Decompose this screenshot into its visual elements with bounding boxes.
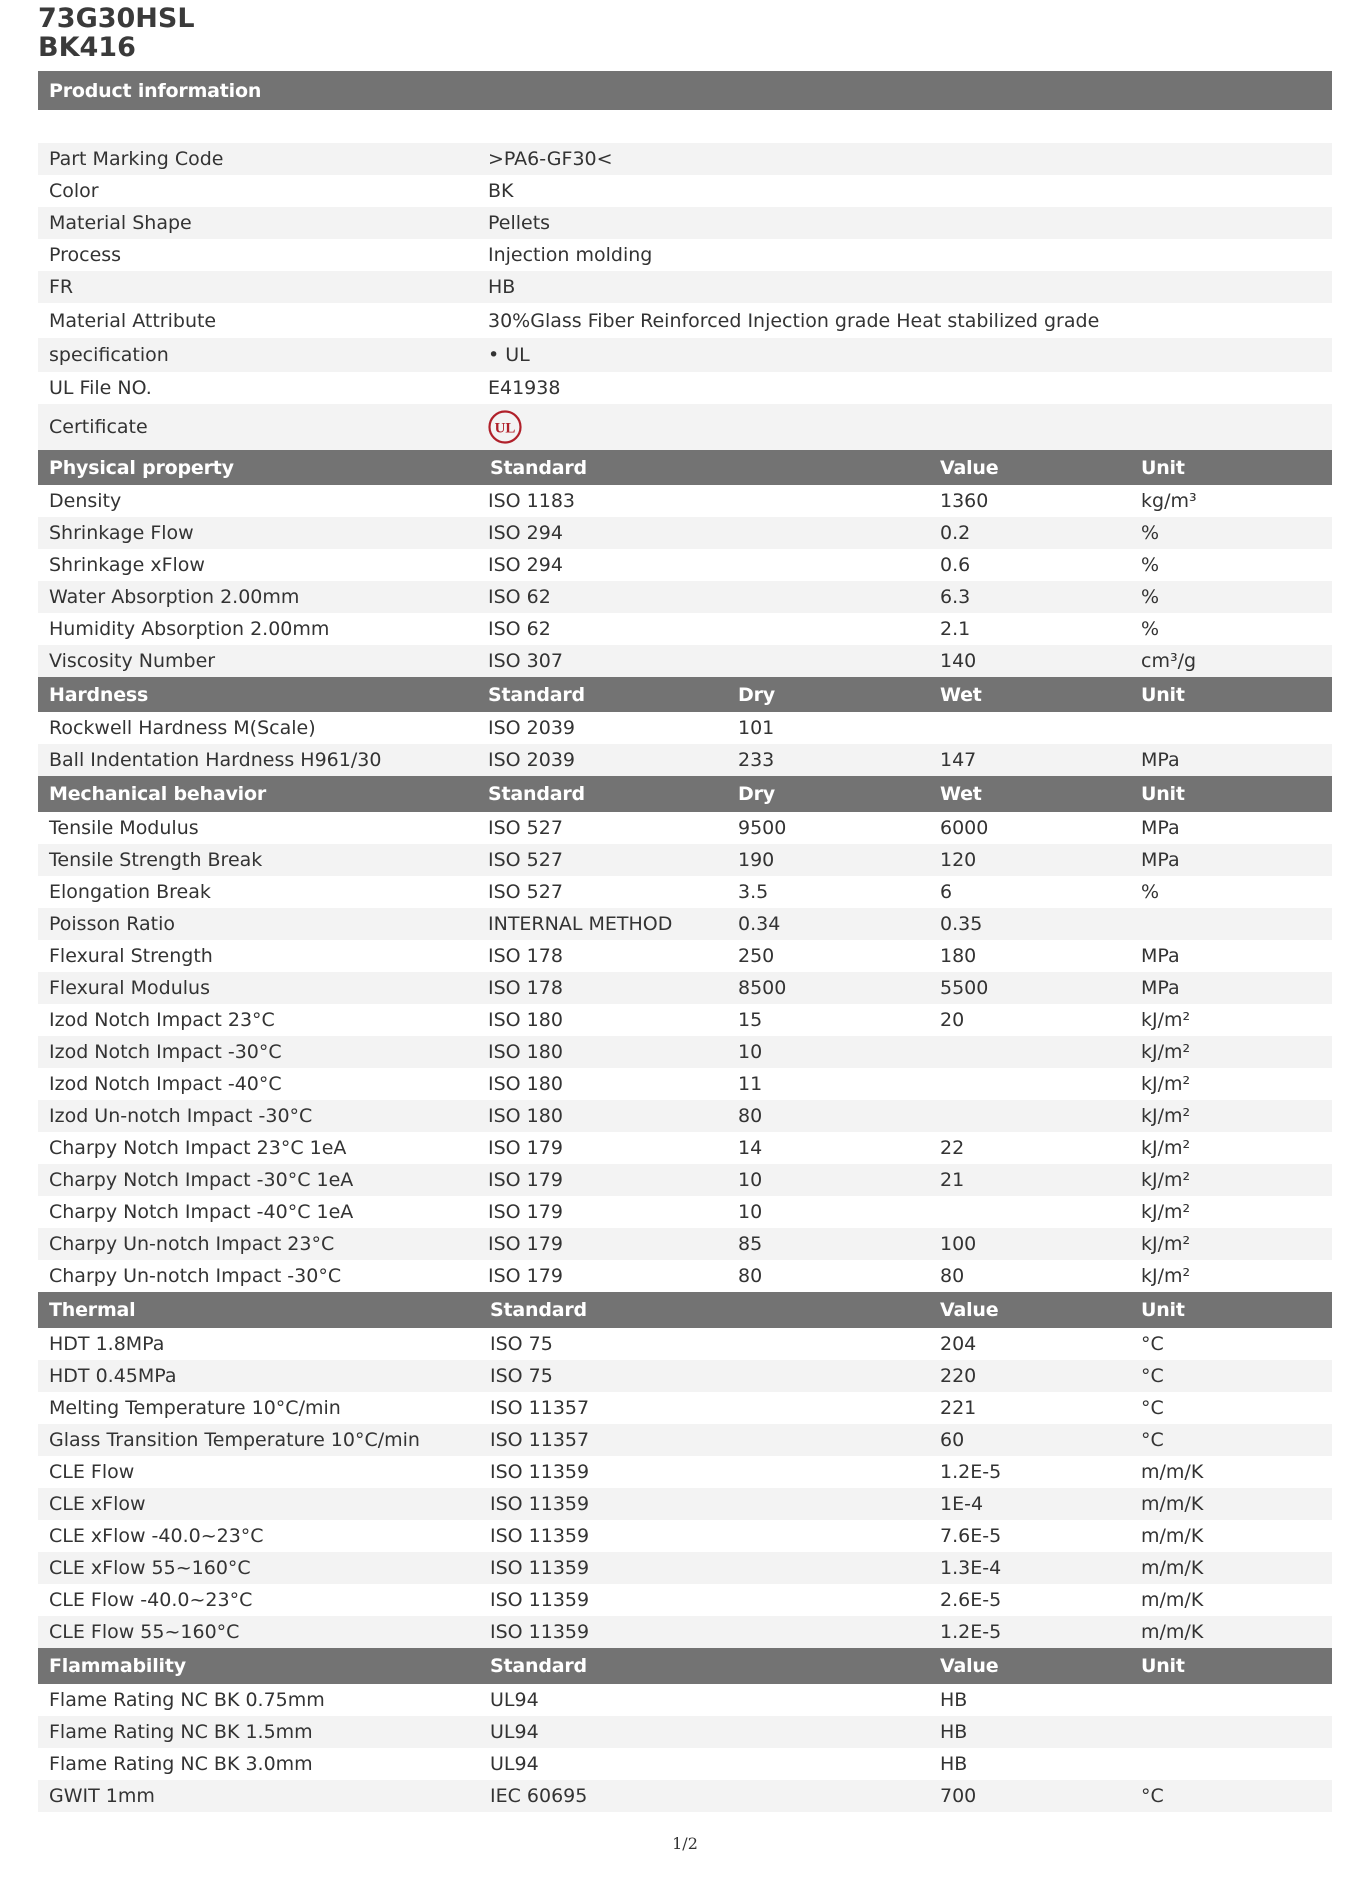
mechanical-cell: Izod Notch Impact -40°C bbox=[49, 1073, 282, 1095]
product-info-value: 30%Glass Fiber Reinforced Injection grade Heat stabilized grade bbox=[488, 309, 1100, 332]
hardness-header-cell: Hardness bbox=[49, 683, 149, 706]
flammability-row bbox=[38, 1780, 1332, 1812]
mechanical-header-cell: Wet bbox=[940, 783, 982, 805]
mechanical-cell: ISO 527 bbox=[488, 881, 563, 903]
mechanical-row bbox=[38, 1068, 1332, 1100]
thermal-row bbox=[38, 1360, 1332, 1392]
product-info-label: Material Attribute bbox=[49, 309, 217, 332]
mechanical-cell: 10 bbox=[738, 1201, 763, 1223]
mechanical-row bbox=[38, 844, 1332, 876]
mechanical-row bbox=[38, 972, 1332, 1004]
mechanical-cell: 6 bbox=[940, 881, 953, 903]
mechanical-row bbox=[38, 1228, 1332, 1260]
product-info-label: Part Marking Code bbox=[49, 148, 224, 170]
thermal-cell: 1.2E-5 bbox=[940, 1621, 1002, 1643]
flammability-cell: HB bbox=[940, 1721, 968, 1743]
flammability-header-cell: Flammability bbox=[49, 1655, 186, 1677]
thermal-row bbox=[38, 1488, 1332, 1520]
product-info-row bbox=[38, 207, 1332, 239]
mechanical-cell: Charpy Un-notch Impact 23°C bbox=[49, 1233, 335, 1255]
mechanical-cell: Tensile Strength Break bbox=[49, 849, 263, 871]
mechanical-cell: ISO 180 bbox=[488, 1073, 563, 1095]
hardness-header-cell: Dry bbox=[738, 683, 775, 706]
thermal-cell: ISO 11359 bbox=[490, 1461, 590, 1483]
mechanical-cell: 21 bbox=[940, 1169, 965, 1191]
mechanical-cell: INTERNAL METHOD bbox=[488, 913, 673, 935]
physical-cell: 0.6 bbox=[940, 554, 971, 576]
physical-row bbox=[38, 613, 1332, 645]
flammability-cell: UL94 bbox=[490, 1689, 539, 1711]
mechanical-cell: 250 bbox=[738, 945, 775, 967]
thermal-cell: CLE Flow -40.0~23°C bbox=[49, 1589, 253, 1611]
mechanical-cell: 0.34 bbox=[738, 913, 781, 935]
flammability-cell: HB bbox=[940, 1689, 968, 1711]
thermal-cell: ISO 11359 bbox=[490, 1557, 590, 1579]
thermal-cell: 220 bbox=[940, 1365, 977, 1387]
mechanical-row bbox=[38, 1036, 1332, 1068]
thermal-row bbox=[38, 1392, 1332, 1424]
product-info-row bbox=[38, 271, 1332, 303]
mechanical-cell: kJ/m² bbox=[1141, 1201, 1191, 1223]
thermal-cell: CLE xFlow -40.0~23°C bbox=[49, 1525, 264, 1547]
thermal-cell: ISO 11359 bbox=[490, 1621, 590, 1643]
hardness-row bbox=[38, 712, 1332, 744]
physical-cell: ISO 294 bbox=[488, 522, 563, 544]
mechanical-cell: 11 bbox=[738, 1073, 763, 1095]
mechanical-cell: ISO 180 bbox=[488, 1041, 563, 1063]
physical-row bbox=[38, 485, 1332, 517]
mechanical-cell: kJ/m² bbox=[1141, 1169, 1191, 1191]
mechanical-cell: Charpy Notch Impact 23°C 1eA bbox=[49, 1137, 347, 1159]
thermal-cell: CLE xFlow 55~160°C bbox=[49, 1557, 251, 1579]
thermal-header-cell: Unit bbox=[1141, 1299, 1185, 1321]
product-info-value: >PA6-GF30< bbox=[488, 148, 613, 170]
mechanical-row bbox=[38, 1260, 1332, 1292]
thermal-cell: °C bbox=[1141, 1333, 1164, 1355]
product-info-row bbox=[38, 175, 1332, 207]
mechanical-cell: Poisson Ratio bbox=[49, 913, 175, 935]
thermal-cell: Glass Transition Temperature 10°C/min bbox=[49, 1429, 420, 1451]
thermal-row bbox=[38, 1552, 1332, 1584]
mechanical-cell: Elongation Break bbox=[49, 881, 211, 903]
thermal-cell: Melting Temperature 10°C/min bbox=[49, 1397, 341, 1419]
product-info-value: BK bbox=[488, 180, 514, 202]
mechanical-cell: Izod Notch Impact -30°C bbox=[49, 1041, 282, 1063]
mechanical-cell: Charpy Notch Impact -30°C 1eA bbox=[49, 1169, 354, 1191]
product-color-code: BK416 bbox=[38, 32, 136, 63]
physical-cell: Humidity Absorption 2.00mm bbox=[49, 618, 330, 640]
thermal-header-cell: Value bbox=[940, 1299, 999, 1321]
thermal-cell: CLE xFlow bbox=[49, 1493, 146, 1515]
mechanical-row bbox=[38, 908, 1332, 940]
flammability-row bbox=[38, 1716, 1332, 1748]
physical-cell: Density bbox=[49, 490, 122, 512]
mechanical-cell: 22 bbox=[940, 1137, 965, 1159]
product-info-row bbox=[38, 303, 1332, 338]
thermal-cell: m/m/K bbox=[1141, 1589, 1204, 1611]
physical-cell: % bbox=[1141, 586, 1160, 608]
physical-header bbox=[38, 450, 1332, 485]
mechanical-cell: 3.5 bbox=[738, 881, 769, 903]
mechanical-cell: ISO 527 bbox=[488, 817, 563, 839]
flammability-row bbox=[38, 1748, 1332, 1780]
thermal-cell: 60 bbox=[940, 1429, 965, 1451]
page-number: 1/2 bbox=[672, 1834, 698, 1853]
flammability-cell: °C bbox=[1141, 1785, 1164, 1807]
flammability-cell: Flame Rating NC BK 0.75mm bbox=[49, 1689, 325, 1711]
thermal-cell: HDT 0.45MPa bbox=[49, 1365, 177, 1387]
flammability-cell: IEC 60695 bbox=[490, 1785, 588, 1807]
thermal-cell: °C bbox=[1141, 1429, 1164, 1451]
mechanical-cell: 190 bbox=[738, 849, 775, 871]
physical-cell: ISO 307 bbox=[488, 650, 563, 672]
certificate-row bbox=[38, 404, 1332, 450]
thermal-cell: ISO 75 bbox=[490, 1333, 553, 1355]
mechanical-row bbox=[38, 940, 1332, 972]
thermal-header-cell: Standard bbox=[490, 1299, 587, 1321]
mechanical-row bbox=[38, 1004, 1332, 1036]
thermal-cell: HDT 1.8MPa bbox=[49, 1333, 165, 1355]
physical-header-cell: Unit bbox=[1141, 456, 1185, 479]
hardness-row bbox=[38, 744, 1332, 776]
mechanical-cell: Izod Un-notch Impact -30°C bbox=[49, 1105, 313, 1127]
thermal-cell: °C bbox=[1141, 1365, 1164, 1387]
mechanical-header-cell: Dry bbox=[738, 783, 775, 805]
thermal-row bbox=[38, 1456, 1332, 1488]
hardness-cell: ISO 2039 bbox=[488, 717, 576, 739]
thermal-cell: m/m/K bbox=[1141, 1621, 1204, 1643]
mechanical-cell: ISO 178 bbox=[488, 945, 563, 967]
thermal-row bbox=[38, 1584, 1332, 1616]
mechanical-header-cell: Unit bbox=[1141, 783, 1185, 805]
flammability-cell: GWIT 1mm bbox=[49, 1785, 155, 1807]
physical-cell: Shrinkage Flow bbox=[49, 522, 194, 544]
hardness-cell: 147 bbox=[940, 749, 977, 771]
flammability-header-cell: Standard bbox=[490, 1655, 587, 1677]
flammability-cell: HB bbox=[940, 1753, 968, 1775]
thermal-cell: 7.6E-5 bbox=[940, 1525, 1002, 1547]
physical-cell: Shrinkage xFlow bbox=[49, 554, 205, 576]
hardness-header-cell: Standard bbox=[488, 683, 585, 706]
mechanical-cell: 9500 bbox=[738, 817, 787, 839]
mechanical-row bbox=[38, 1164, 1332, 1196]
mechanical-cell: ISO 179 bbox=[488, 1169, 563, 1191]
mechanical-cell: 80 bbox=[738, 1265, 763, 1287]
physical-header-cell: Value bbox=[940, 456, 999, 479]
physical-cell: kg/m³ bbox=[1141, 490, 1197, 512]
hardness-cell: 233 bbox=[738, 749, 775, 771]
thermal-cell: 2.6E-5 bbox=[940, 1589, 1002, 1611]
flammability-cell: Flame Rating NC BK 1.5mm bbox=[49, 1721, 313, 1743]
mechanical-cell: 8500 bbox=[738, 977, 787, 999]
mechanical-cell: ISO 179 bbox=[488, 1233, 563, 1255]
mechanical-cell: 80 bbox=[738, 1105, 763, 1127]
physical-cell: 1360 bbox=[940, 490, 989, 512]
mechanical-cell: Izod Notch Impact 23°C bbox=[49, 1009, 275, 1031]
physical-row bbox=[38, 581, 1332, 613]
thermal-cell: °C bbox=[1141, 1397, 1164, 1419]
product-info-label: FR bbox=[49, 276, 74, 298]
mechanical-cell: ISO 179 bbox=[488, 1265, 563, 1287]
mechanical-cell: 10 bbox=[738, 1041, 763, 1063]
thermal-row bbox=[38, 1424, 1332, 1456]
mechanical-cell: 0.35 bbox=[940, 913, 983, 935]
physical-cell: ISO 62 bbox=[488, 618, 551, 640]
thermal-cell: ISO 11357 bbox=[490, 1397, 590, 1419]
thermal-cell: 1.2E-5 bbox=[940, 1461, 1002, 1483]
product-info-header bbox=[38, 71, 1332, 110]
physical-row bbox=[38, 517, 1332, 549]
mechanical-cell: ISO 178 bbox=[488, 977, 563, 999]
mechanical-row bbox=[38, 812, 1332, 844]
flammability-header-cell: Unit bbox=[1141, 1655, 1185, 1677]
mechanical-cell: Charpy Notch Impact -40°C 1eA bbox=[49, 1201, 354, 1223]
product-info-value: Injection molding bbox=[488, 244, 653, 266]
mechanical-cell: MPa bbox=[1141, 817, 1180, 839]
svg-text:UL: UL bbox=[494, 420, 516, 437]
product-info-row bbox=[38, 239, 1332, 271]
product-info-value: HB bbox=[488, 276, 516, 298]
thermal-cell: ISO 11359 bbox=[490, 1525, 590, 1547]
mechanical-cell: ISO 180 bbox=[488, 1009, 563, 1031]
product-info-row bbox=[38, 143, 1332, 175]
hardness-cell: Ball Indentation Hardness H961/30 bbox=[49, 749, 382, 771]
thermal-cell: CLE Flow bbox=[49, 1461, 135, 1483]
mechanical-cell: 14 bbox=[738, 1137, 763, 1159]
thermal-cell: 1E-4 bbox=[940, 1493, 984, 1515]
mechanical-cell: kJ/m² bbox=[1141, 1233, 1191, 1255]
product-info-row bbox=[38, 372, 1332, 404]
product-info-row bbox=[38, 338, 1332, 372]
flammability-cell: UL94 bbox=[490, 1721, 539, 1743]
mechanical-cell: 6000 bbox=[940, 817, 989, 839]
product-info-value: E41938 bbox=[488, 377, 561, 399]
thermal-cell: m/m/K bbox=[1141, 1557, 1204, 1579]
mechanical-cell: Tensile Modulus bbox=[49, 817, 199, 839]
certificate-label: Certificate bbox=[49, 416, 148, 438]
thermal-cell: m/m/K bbox=[1141, 1493, 1204, 1515]
flammability-header-cell: Value bbox=[940, 1655, 999, 1677]
title-block bbox=[38, 4, 195, 62]
thermal-row bbox=[38, 1328, 1332, 1360]
mechanical-cell: kJ/m² bbox=[1141, 1105, 1191, 1127]
product-info-value: • UL bbox=[488, 344, 530, 366]
mechanical-row bbox=[38, 1132, 1332, 1164]
mechanical-cell: 180 bbox=[940, 945, 977, 967]
mechanical-cell: 120 bbox=[940, 849, 977, 871]
product-info-label: UL File NO. bbox=[49, 377, 152, 399]
physical-cell: % bbox=[1141, 554, 1160, 576]
physical-header-cell: Standard bbox=[490, 456, 587, 479]
thermal-cell: 221 bbox=[940, 1397, 977, 1419]
mechanical-cell: 15 bbox=[738, 1009, 763, 1031]
mechanical-row bbox=[38, 876, 1332, 908]
product-info-label: Color bbox=[49, 180, 99, 202]
product-model: 73G30HSL bbox=[38, 3, 195, 34]
product-info-value: Pellets bbox=[488, 212, 551, 234]
flammability-cell: 700 bbox=[940, 1785, 977, 1807]
hardness-cell: Rockwell Hardness M(Scale) bbox=[49, 717, 316, 739]
mechanical-cell: kJ/m² bbox=[1141, 1265, 1191, 1287]
hardness-header-cell: Wet bbox=[940, 683, 982, 706]
physical-cell: Viscosity Number bbox=[49, 650, 216, 672]
ul-certification-icon bbox=[488, 410, 522, 444]
hardness-header bbox=[38, 677, 1332, 712]
hardness-cell: 101 bbox=[738, 717, 775, 739]
thermal-cell: ISO 75 bbox=[490, 1365, 553, 1387]
mechanical-cell: % bbox=[1141, 881, 1160, 903]
thermal-cell: 204 bbox=[940, 1333, 977, 1355]
physical-cell: ISO 62 bbox=[488, 586, 551, 608]
thermal-cell: ISO 11357 bbox=[490, 1429, 590, 1451]
mechanical-cell: 5500 bbox=[940, 977, 989, 999]
physical-cell: 6.3 bbox=[940, 586, 971, 608]
mechanical-cell: Charpy Un-notch Impact -30°C bbox=[49, 1265, 342, 1287]
physical-cell: 0.2 bbox=[940, 522, 971, 544]
hardness-header-cell: Unit bbox=[1141, 683, 1185, 706]
mechanical-cell: kJ/m² bbox=[1141, 1137, 1191, 1159]
mechanical-cell: 20 bbox=[940, 1009, 965, 1031]
physical-cell: cm³/g bbox=[1141, 650, 1197, 672]
mechanical-row bbox=[38, 1100, 1332, 1132]
mechanical-cell: 80 bbox=[940, 1265, 965, 1287]
mechanical-cell: kJ/m² bbox=[1141, 1009, 1191, 1031]
mechanical-cell: MPa bbox=[1141, 849, 1180, 871]
physical-cell: % bbox=[1141, 522, 1160, 544]
mechanical-cell: ISO 179 bbox=[488, 1201, 563, 1223]
thermal-row bbox=[38, 1616, 1332, 1648]
physical-header-cell: Physical property bbox=[49, 456, 234, 479]
mechanical-cell: Flexural Modulus bbox=[49, 977, 210, 999]
physical-row bbox=[38, 645, 1332, 677]
physical-cell: 140 bbox=[940, 650, 977, 672]
thermal-cell: CLE Flow 55~160°C bbox=[49, 1621, 240, 1643]
mechanical-cell: 85 bbox=[738, 1233, 763, 1255]
product-info-title: Product information bbox=[49, 79, 262, 102]
flammability-header bbox=[38, 1648, 1332, 1684]
physical-cell: 2.1 bbox=[940, 618, 971, 640]
product-info-label: Material Shape bbox=[49, 212, 192, 234]
mechanical-header-cell: Mechanical behavior bbox=[49, 783, 267, 805]
flammability-cell: UL94 bbox=[490, 1753, 539, 1775]
hardness-cell: MPa bbox=[1141, 749, 1180, 771]
mechanical-header-cell: Standard bbox=[488, 783, 585, 805]
mechanical-cell: MPa bbox=[1141, 977, 1180, 999]
mechanical-cell: kJ/m² bbox=[1141, 1041, 1191, 1063]
flammability-row bbox=[38, 1684, 1332, 1716]
thermal-cell: 1.3E-4 bbox=[940, 1557, 1002, 1579]
product-info-label: Process bbox=[49, 244, 122, 266]
physical-cell: Water Absorption 2.00mm bbox=[49, 586, 300, 608]
mechanical-row bbox=[38, 1196, 1332, 1228]
mechanical-cell: 100 bbox=[940, 1233, 977, 1255]
thermal-header bbox=[38, 1292, 1332, 1328]
physical-cell: % bbox=[1141, 618, 1160, 640]
product-info-label: specification bbox=[49, 344, 169, 366]
mechanical-cell: Flexural Strength bbox=[49, 945, 213, 967]
thermal-cell: ISO 11359 bbox=[490, 1589, 590, 1611]
mechanical-cell: ISO 180 bbox=[488, 1105, 563, 1127]
hardness-cell: ISO 2039 bbox=[488, 749, 576, 771]
thermal-row bbox=[38, 1520, 1332, 1552]
thermal-cell: m/m/K bbox=[1141, 1461, 1204, 1483]
mechanical-cell: ISO 527 bbox=[488, 849, 563, 871]
thermal-cell: ISO 11359 bbox=[490, 1493, 590, 1515]
thermal-header-cell: Thermal bbox=[49, 1299, 136, 1321]
physical-cell: ISO 1183 bbox=[488, 490, 576, 512]
physical-cell: ISO 294 bbox=[488, 554, 563, 576]
mechanical-cell: 10 bbox=[738, 1169, 763, 1191]
thermal-cell: m/m/K bbox=[1141, 1525, 1204, 1547]
physical-row bbox=[38, 549, 1332, 581]
mechanical-cell: ISO 179 bbox=[488, 1137, 563, 1159]
mechanical-header bbox=[38, 776, 1332, 812]
mechanical-cell: kJ/m² bbox=[1141, 1073, 1191, 1095]
mechanical-cell: MPa bbox=[1141, 945, 1180, 967]
flammability-cell: Flame Rating NC BK 3.0mm bbox=[49, 1753, 313, 1775]
